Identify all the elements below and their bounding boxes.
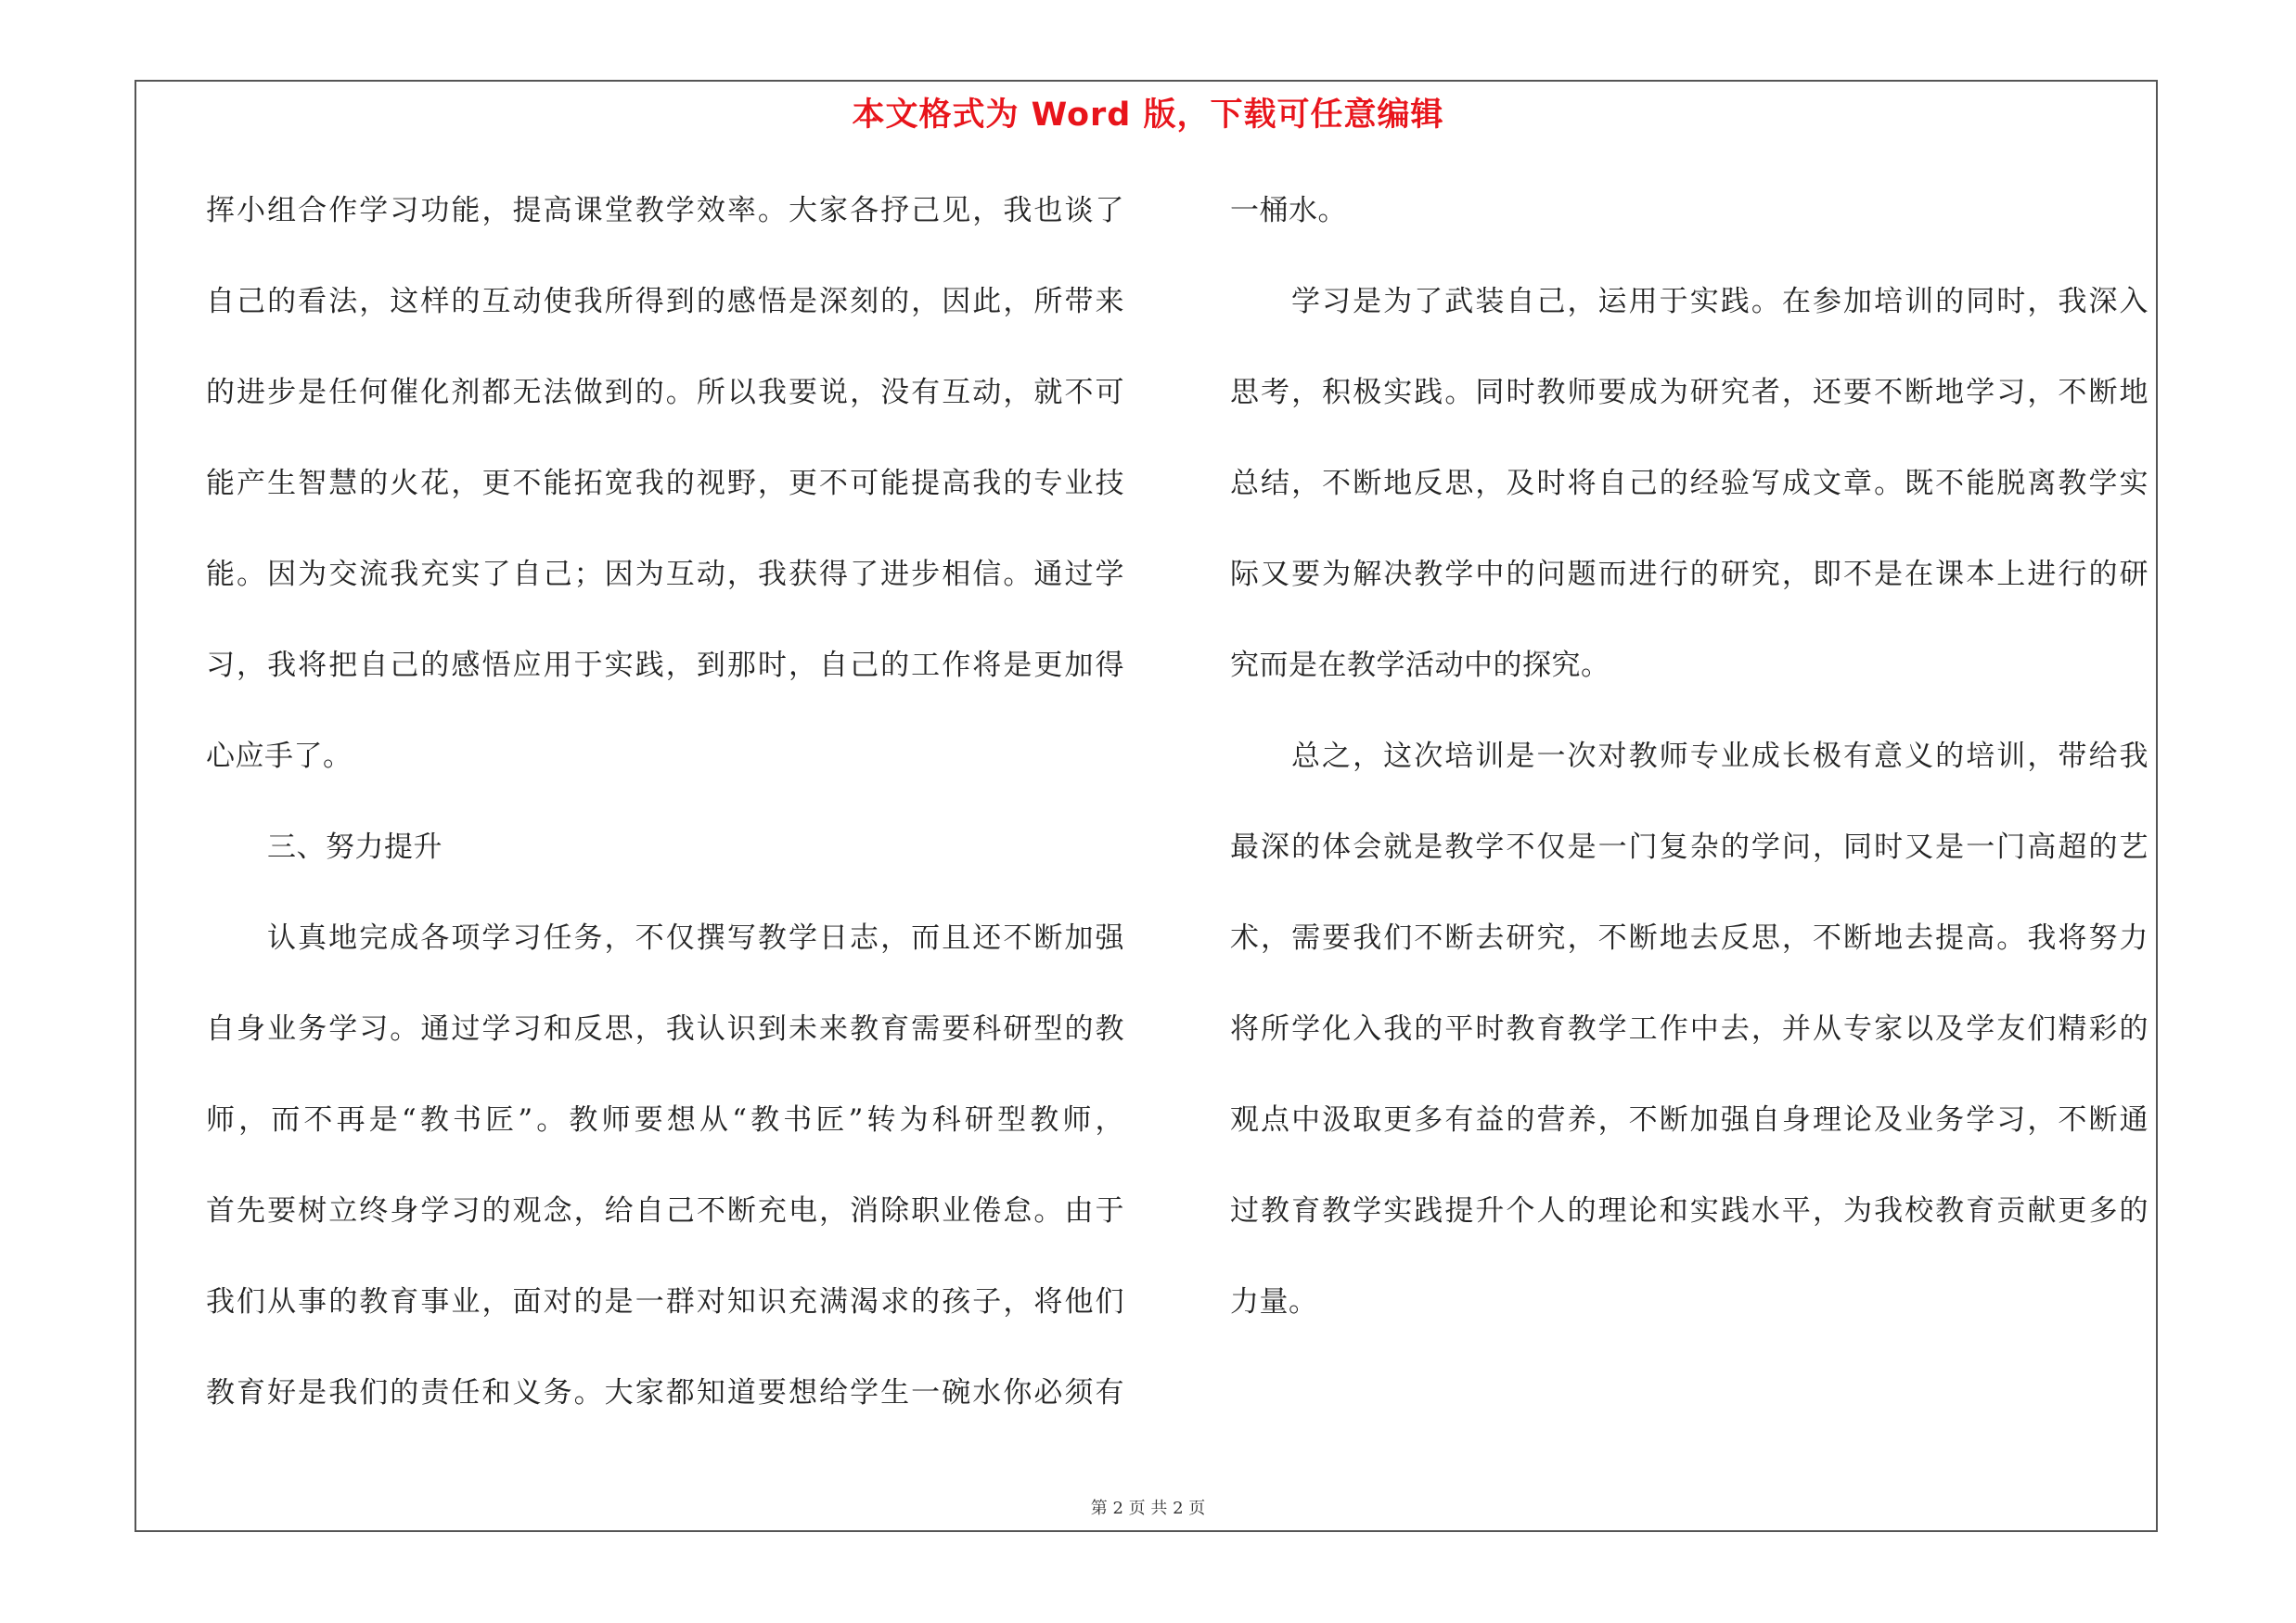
text-line: 能。因为交流我充实了自己；因为互动，我获得了进步相信。通过学 (206, 558, 1124, 591)
text-line: 习，我将把自己的感悟应用于实践，到那时，自己的工作将是更加得 (206, 649, 1124, 682)
text-line: 思考，积极实践。同时教师要成为研究者，还要不断地学习，不断地 (1230, 376, 2148, 409)
text-line: 最深的体会就是教学不仅是一门复杂的学问，同时又是一门高超的艺 (1230, 831, 2148, 864)
text-line: 师，而不再是“教书匠”。教师要想从“教书匠”转为科研型教师， (206, 1103, 1124, 1137)
word-format-banner: 本文格式为 Word 版，下载可任意编辑 (852, 97, 1444, 134)
text-line: 一桶水。 (1230, 194, 1347, 227)
text-line: 过教育教学实践提升个人的理论和实践水平，为我校教育贡献更多的 (1230, 1194, 2148, 1228)
text-line: 认真地完成各项学习任务，不仅撰写教学日志，而且还不断加强 (267, 921, 1124, 955)
text-line: 观点中汲取更多有益的营养，不断加强自身理论及业务学习，不断通 (1230, 1103, 2148, 1137)
text-line: 挥小组合作学习功能，提高课堂教学效率。大家各抒己见，我也谈了 (206, 194, 1124, 227)
text-line: 总结，不断地反思，及时将自己的经验写成文章。既不能脱离教学实 (1230, 467, 2148, 500)
text-line: 究而是在教学活动中的探究。 (1230, 649, 1610, 682)
text-line: 术，需要我们不断去研究，不断地去反思，不断地去提高。我将努力 (1230, 921, 2148, 955)
text-line: 总之，这次培训是一次对教师专业成长极有意义的培训，带给我 (1291, 740, 2148, 773)
text-line: 我们从事的教育事业，面对的是一群对知识充满渴求的孩子，将他们 (206, 1285, 1124, 1319)
text-line: 际又要为解决教学中的问题而进行的研究，即不是在课本上进行的研 (1230, 558, 2148, 591)
text-line: 学习是为了武装自己，运用于实践。在参加培训的同时，我深入 (1291, 285, 2148, 318)
text-line: 能产生智慧的火花，更不能拓宽我的视野，更不可能提高我的专业技 (206, 467, 1124, 500)
text-line: 自己的看法，这样的互动使我所得到的感悟是深刻的，因此，所带来 (206, 285, 1124, 318)
text-line: 首先要树立终身学习的观念，给自己不断充电，消除职业倦怠。由于 (206, 1194, 1124, 1228)
text-line: 的进步是任何催化剂都无法做到的。所以我要说，没有互动，就不可 (206, 376, 1124, 409)
text-line: 自身业务学习。通过学习和反思，我认识到未来教育需要科研型的教 (206, 1012, 1124, 1046)
page-number-footer: 第 2 页 共 2 页 (1090, 1499, 1206, 1518)
text-line: 心应手了。 (206, 740, 353, 773)
text-line: 教育好是我们的责任和义务。大家都知道要想给学生一碗水你必须有 (206, 1376, 1124, 1410)
text-line: 力量。 (1230, 1285, 1318, 1319)
left-text-column (206, 182, 1124, 1455)
text-line: 将所学化入我的平时教育教学工作中去，并从专家以及学友们精彩的 (1230, 1012, 2148, 1046)
right-text-column (1230, 182, 2148, 1364)
text-line: 三、努力提升 (267, 831, 443, 864)
